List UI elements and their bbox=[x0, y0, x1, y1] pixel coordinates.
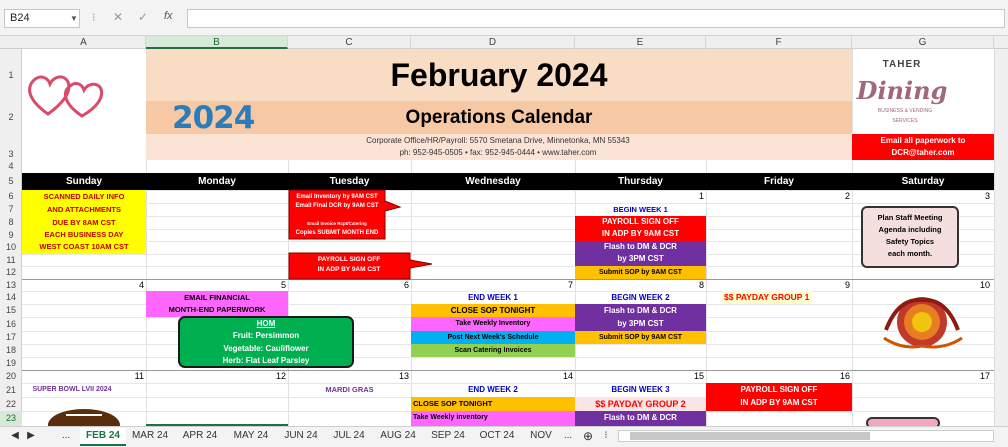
tab-more-left[interactable]: ... bbox=[61, 430, 71, 441]
row-header[interactable]: 18 bbox=[5, 345, 16, 355]
tab-oct-24[interactable]: OCT 24 bbox=[479, 430, 515, 441]
date-label: 13 bbox=[398, 371, 409, 381]
row-header[interactable]: 3 bbox=[8, 149, 14, 159]
staff-meeting-text: Agenda including bbox=[878, 225, 942, 234]
row-header[interactable]: 14 bbox=[5, 292, 16, 302]
sunday-note-line: EACH BUSINESS DAY bbox=[44, 230, 124, 239]
tab-apr-24[interactable]: APR 24 bbox=[182, 430, 218, 441]
date-label: 12 bbox=[275, 371, 286, 381]
row-header[interactable]: 21 bbox=[5, 385, 16, 395]
row-header[interactable]: 23 bbox=[0, 411, 22, 426]
date-label: 14 bbox=[562, 371, 573, 381]
sunday-note-line: AND ATTACHMENTS bbox=[46, 205, 122, 214]
name-box[interactable]: B24 bbox=[4, 9, 80, 28]
row-header[interactable]: 16 bbox=[5, 319, 16, 329]
horizontal-scroll-thumb[interactable] bbox=[630, 432, 870, 440]
row-header[interactable]: 19 bbox=[5, 358, 16, 368]
payroll-text: IN ADP BY 9AM CST bbox=[601, 229, 680, 238]
day-header-saturday: Saturday bbox=[901, 176, 945, 187]
close-sop-text: CLOSE SOP TONIGHT bbox=[411, 397, 575, 411]
tab-mar-24[interactable]: MAR 24 bbox=[131, 430, 169, 441]
hearts-logo-icon bbox=[24, 70, 112, 120]
tuesday-callout-text: Email Final DCR by 9AM CST bbox=[295, 203, 379, 209]
phone-text: ph: 952-945-0505 • fax: 952-945-0444 • www.taher.com bbox=[399, 148, 597, 157]
sunday-note-line: SCANNED DAILY INFO bbox=[43, 192, 125, 201]
day-header-monday: Monday bbox=[198, 176, 236, 187]
email-financial-text: MONTH-END PAPERWORK bbox=[168, 305, 266, 314]
column-header-f[interactable]: F bbox=[706, 36, 852, 49]
begin-week-label: BEGIN WEEK 2 bbox=[611, 293, 670, 302]
day-header-sunday: Sunday bbox=[65, 176, 103, 187]
payroll-text: IN ADP BY 9AM CST bbox=[740, 398, 818, 407]
email-financial-text: EMAIL FINANCIAL bbox=[184, 293, 250, 302]
date-label: 3 bbox=[984, 191, 990, 201]
row-header[interactable]: 12 bbox=[5, 267, 16, 277]
tuesday-payroll-text: IN ADP BY 9AM CST bbox=[317, 266, 381, 273]
page-subtitle: Operations Calendar bbox=[405, 107, 593, 128]
column-header-a[interactable]: A bbox=[22, 36, 146, 49]
begin-week-label: BEGIN WEEK 1 bbox=[613, 205, 668, 214]
row-header[interactable]: 15 bbox=[5, 305, 16, 315]
flash-text: by 3PM CST bbox=[617, 319, 664, 328]
sunday-note-line: DUE BY 8AM CST bbox=[52, 218, 116, 227]
more-options-icon[interactable]: ⁝ bbox=[92, 12, 96, 24]
week-divider bbox=[22, 370, 1008, 371]
row-header[interactable]: 9 bbox=[8, 230, 14, 240]
date-label: 6 bbox=[403, 280, 409, 290]
date-label: 1 bbox=[698, 191, 704, 201]
column-header-c[interactable]: C bbox=[288, 36, 411, 49]
date-label: 11 bbox=[134, 371, 144, 381]
end-week-label: END WEEK 2 bbox=[468, 385, 518, 394]
date-label: 7 bbox=[567, 280, 573, 290]
date-label: 4 bbox=[138, 280, 144, 290]
scan-catering-text: Scan Catering Invoices bbox=[411, 344, 575, 357]
tuesday-callout-text: Copies SUBMIT MONTH END bbox=[295, 230, 379, 236]
date-label: 2 bbox=[844, 191, 850, 201]
gridline bbox=[22, 266, 1008, 267]
gridline bbox=[22, 203, 1008, 204]
hom-title: HOM bbox=[256, 319, 276, 328]
date-label: 5 bbox=[280, 280, 286, 290]
tab-more-right[interactable]: ... bbox=[563, 430, 573, 441]
submit-sop-text: Submit SOP by 9AM CST bbox=[575, 331, 706, 344]
post-schedule-text: Post Next Week's Schedule bbox=[411, 331, 575, 344]
day-header-thursday: Thursday bbox=[617, 176, 663, 187]
insert-function-icon[interactable]: fx bbox=[164, 10, 173, 22]
flash-text: Flash to DM & DCR bbox=[575, 411, 706, 426]
day-header-tuesday: Tuesday bbox=[329, 176, 370, 187]
gridline bbox=[22, 190, 1008, 191]
submit-sop-text: Submit SOP by 9AM CST bbox=[575, 266, 706, 279]
column-header-g[interactable]: G bbox=[852, 36, 994, 49]
date-label: 10 bbox=[979, 280, 990, 290]
row-header[interactable]: 1 bbox=[8, 70, 14, 80]
row-header[interactable]: 10 bbox=[5, 242, 16, 252]
date-label: 17 bbox=[979, 371, 990, 381]
flash-text: Flash to DM & DCR bbox=[604, 306, 677, 315]
year-2024-logo: 2024 bbox=[172, 100, 255, 136]
row-header[interactable]: 22 bbox=[5, 399, 16, 409]
more-options-icon[interactable]: ⁝ bbox=[604, 430, 608, 441]
column-header-b[interactable]: B bbox=[146, 36, 288, 49]
payday-group-2: $$ PAYDAY GROUP 2 bbox=[575, 397, 706, 411]
staff-meeting-text: each month. bbox=[887, 249, 933, 258]
tuesday-callout-text: Email Inventory by 9AM CST bbox=[296, 194, 378, 200]
row-header[interactable]: 20 bbox=[5, 371, 16, 381]
row-header[interactable]: 17 bbox=[5, 332, 16, 342]
tab-scroll-right-icon[interactable]: ▶ bbox=[27, 430, 35, 441]
row-header[interactable]: 2 bbox=[8, 112, 14, 122]
flash-text: Flash to DM & DCR bbox=[604, 242, 677, 251]
staff-meeting-text: Plan Staff Meeting bbox=[877, 213, 943, 222]
payroll-text: PAYROLL SIGN OFF bbox=[740, 385, 818, 394]
weekly-inventory-text: Take Weekly Inventory bbox=[411, 317, 575, 331]
row-header[interactable]: 13 bbox=[5, 280, 16, 290]
tab-jun-24[interactable]: JUN 24 bbox=[284, 430, 318, 441]
hom-vegetable: Vegetable: Cauliflower bbox=[223, 344, 309, 353]
add-sheet-icon[interactable]: ⊕ bbox=[582, 429, 594, 443]
sunday-note-line: WEST COAST 10AM CST bbox=[39, 242, 129, 251]
weekly-inventory-text: Take Weekly inventory bbox=[411, 411, 575, 426]
tab-sep-24[interactable]: SEP 24 bbox=[431, 430, 465, 441]
tab-scroll-left-icon[interactable]: ◀ bbox=[11, 430, 19, 441]
vertical-scrollbar[interactable] bbox=[994, 49, 1008, 426]
check-icon[interactable]: ✓ bbox=[138, 10, 149, 24]
dragon-emblem-icon bbox=[872, 290, 972, 354]
row-header[interactable]: 7 bbox=[8, 204, 14, 214]
chevron-down-icon[interactable]: ▼ bbox=[70, 14, 78, 23]
page-title: February 2024 bbox=[390, 57, 608, 93]
week-divider bbox=[22, 279, 1008, 280]
row-header[interactable]: 11 bbox=[6, 255, 16, 265]
tuesday-payroll-text: PAYROLL SIGN OFF bbox=[317, 256, 381, 263]
tab-may-24[interactable]: MAY 24 bbox=[233, 430, 269, 441]
close-sop-text: CLOSE SOP TONIGHT bbox=[411, 304, 575, 317]
flash-text: by 3PM CST bbox=[617, 254, 664, 263]
mardi-gras-label: MARDI GRAS bbox=[325, 385, 374, 394]
taher-logo-script: Dining bbox=[856, 76, 948, 105]
tab-jul-24[interactable]: JUL 24 bbox=[333, 430, 365, 441]
column-header-d[interactable]: D bbox=[411, 36, 575, 49]
football-icon bbox=[44, 405, 124, 427]
end-week-label: END WEEK 1 bbox=[468, 293, 518, 302]
email-paperwork-note: Email all paperwork to DCR@taher.com bbox=[852, 134, 994, 160]
tab-feb-24[interactable]: FEB 24 bbox=[80, 428, 126, 446]
cancel-icon[interactable]: ✕ bbox=[113, 10, 124, 24]
row-header[interactable]: 6 bbox=[8, 191, 14, 201]
staff-meeting-text: Safety Topics bbox=[885, 237, 935, 246]
tab-aug-24[interactable]: AUG 24 bbox=[380, 430, 416, 441]
date-label: 9 bbox=[844, 280, 850, 290]
formula-input[interactable] bbox=[187, 9, 1005, 28]
hom-herb: Herb: Flat Leaf Parsley bbox=[222, 356, 310, 365]
date-label: 8 bbox=[698, 280, 704, 290]
payday-group-1: $$ PAYDAY GROUP 1 bbox=[722, 291, 812, 304]
begin-week-label: BEGIN WEEK 3 bbox=[611, 385, 670, 394]
day-header-wednesday: Wednesday bbox=[465, 176, 521, 187]
taher-logo-top: TAHER bbox=[882, 59, 922, 70]
payroll-text: PAYROLL SIGN OFF bbox=[602, 217, 679, 226]
tuesday-callout-text: Email Invoice Rcpt/Catering bbox=[307, 221, 367, 226]
address-text: Corporate Office/HR/Payroll: 5570 Smetana Drive, Minnetonka, MN 55343 bbox=[366, 136, 630, 145]
super-bowl-label: SUPER BOWL LVII 2024 bbox=[32, 386, 112, 393]
tab-nov[interactable]: NOV bbox=[530, 430, 552, 441]
date-label: 15 bbox=[693, 371, 704, 381]
gridline bbox=[22, 357, 1008, 358]
date-label: 16 bbox=[839, 371, 850, 381]
row-header[interactable]: 5 bbox=[8, 176, 14, 186]
day-header-friday: Friday bbox=[763, 176, 794, 187]
row-header[interactable]: 8 bbox=[8, 217, 14, 227]
hom-fruit: Fruit: Persimmon bbox=[232, 331, 300, 340]
row-header[interactable]: 4 bbox=[8, 161, 14, 171]
column-header-e[interactable]: E bbox=[575, 36, 706, 49]
taher-logo-sub: BUSINESS & VENDING SERVICES bbox=[877, 108, 933, 124]
